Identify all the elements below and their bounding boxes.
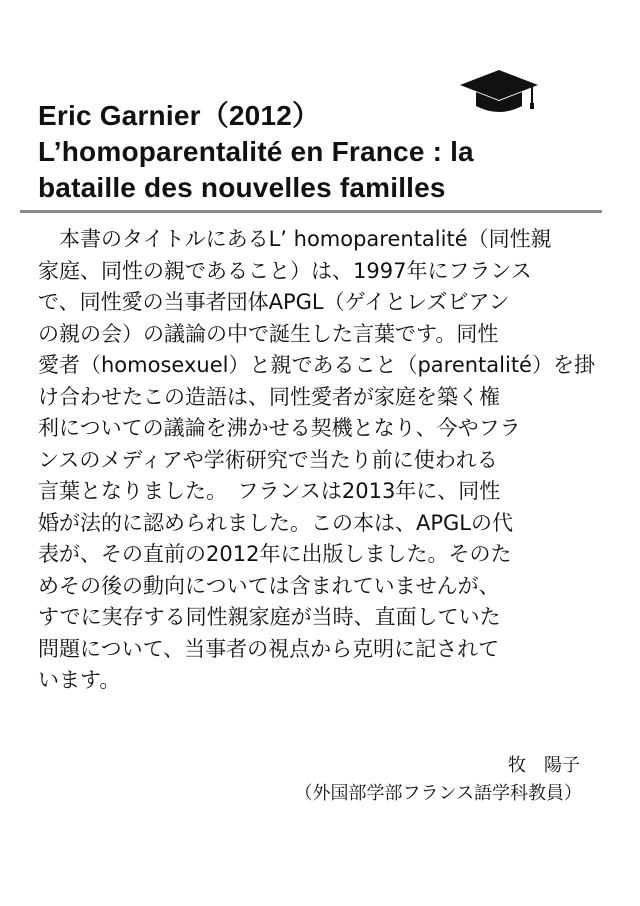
body-line: 本書のタイトルにあるL’ homoparentalité（同性親 [38,227,552,251]
body-line: 利についての議論を沸かせる契機となり、今やフラ [38,416,521,440]
title-line-main: L’homoparentalité en France : la [38,136,474,167]
title-line-author: Eric Garnier（2012） [38,100,321,131]
body-line: の親の会）の議論の中で誕生した言葉です。同性 [38,321,499,346]
body-line: めその後の動向については含まれていませんが、 [38,573,500,598]
body-line: すでに実存する同性親家庭が当時、直面していた [38,605,501,629]
title-line-subtitle: bataille des nouvelles familles [38,172,446,203]
body-line: 問題について、当事者の視点から克明に記されて [38,636,500,661]
author-name: 牧 陽子 [508,755,580,776]
review-body [38,224,600,697]
title-divider [20,210,602,213]
body-line: います。 [38,668,121,692]
author-affiliation: （外国部学部フランス語学科教員） [294,783,582,804]
body-line: で、同性愛の当事者団体APGL（ゲイとレズビアン [38,290,510,314]
body-line: 婚が法的に認められました。この本は、APGLの代 [38,510,514,535]
body-line: 言葉となりました。 フランスは2013年に、同性 [38,479,501,503]
body-line: 表が、その直前の2012年に出版しました。そのた [38,542,512,566]
author-signature [295,752,582,808]
body-line: 家庭、同性の親であること）は、1997年にフランス [38,258,532,283]
body-line: け合わせたこの造語は、同性愛者が家庭を築く権 [38,384,500,409]
body-line: ンスのメディアや学術研究で当たり前に使われる [38,447,498,472]
body-line: 愛者（homosexuel）と親であること（parentalité）を掛 [38,353,595,377]
book-title [38,98,608,206]
